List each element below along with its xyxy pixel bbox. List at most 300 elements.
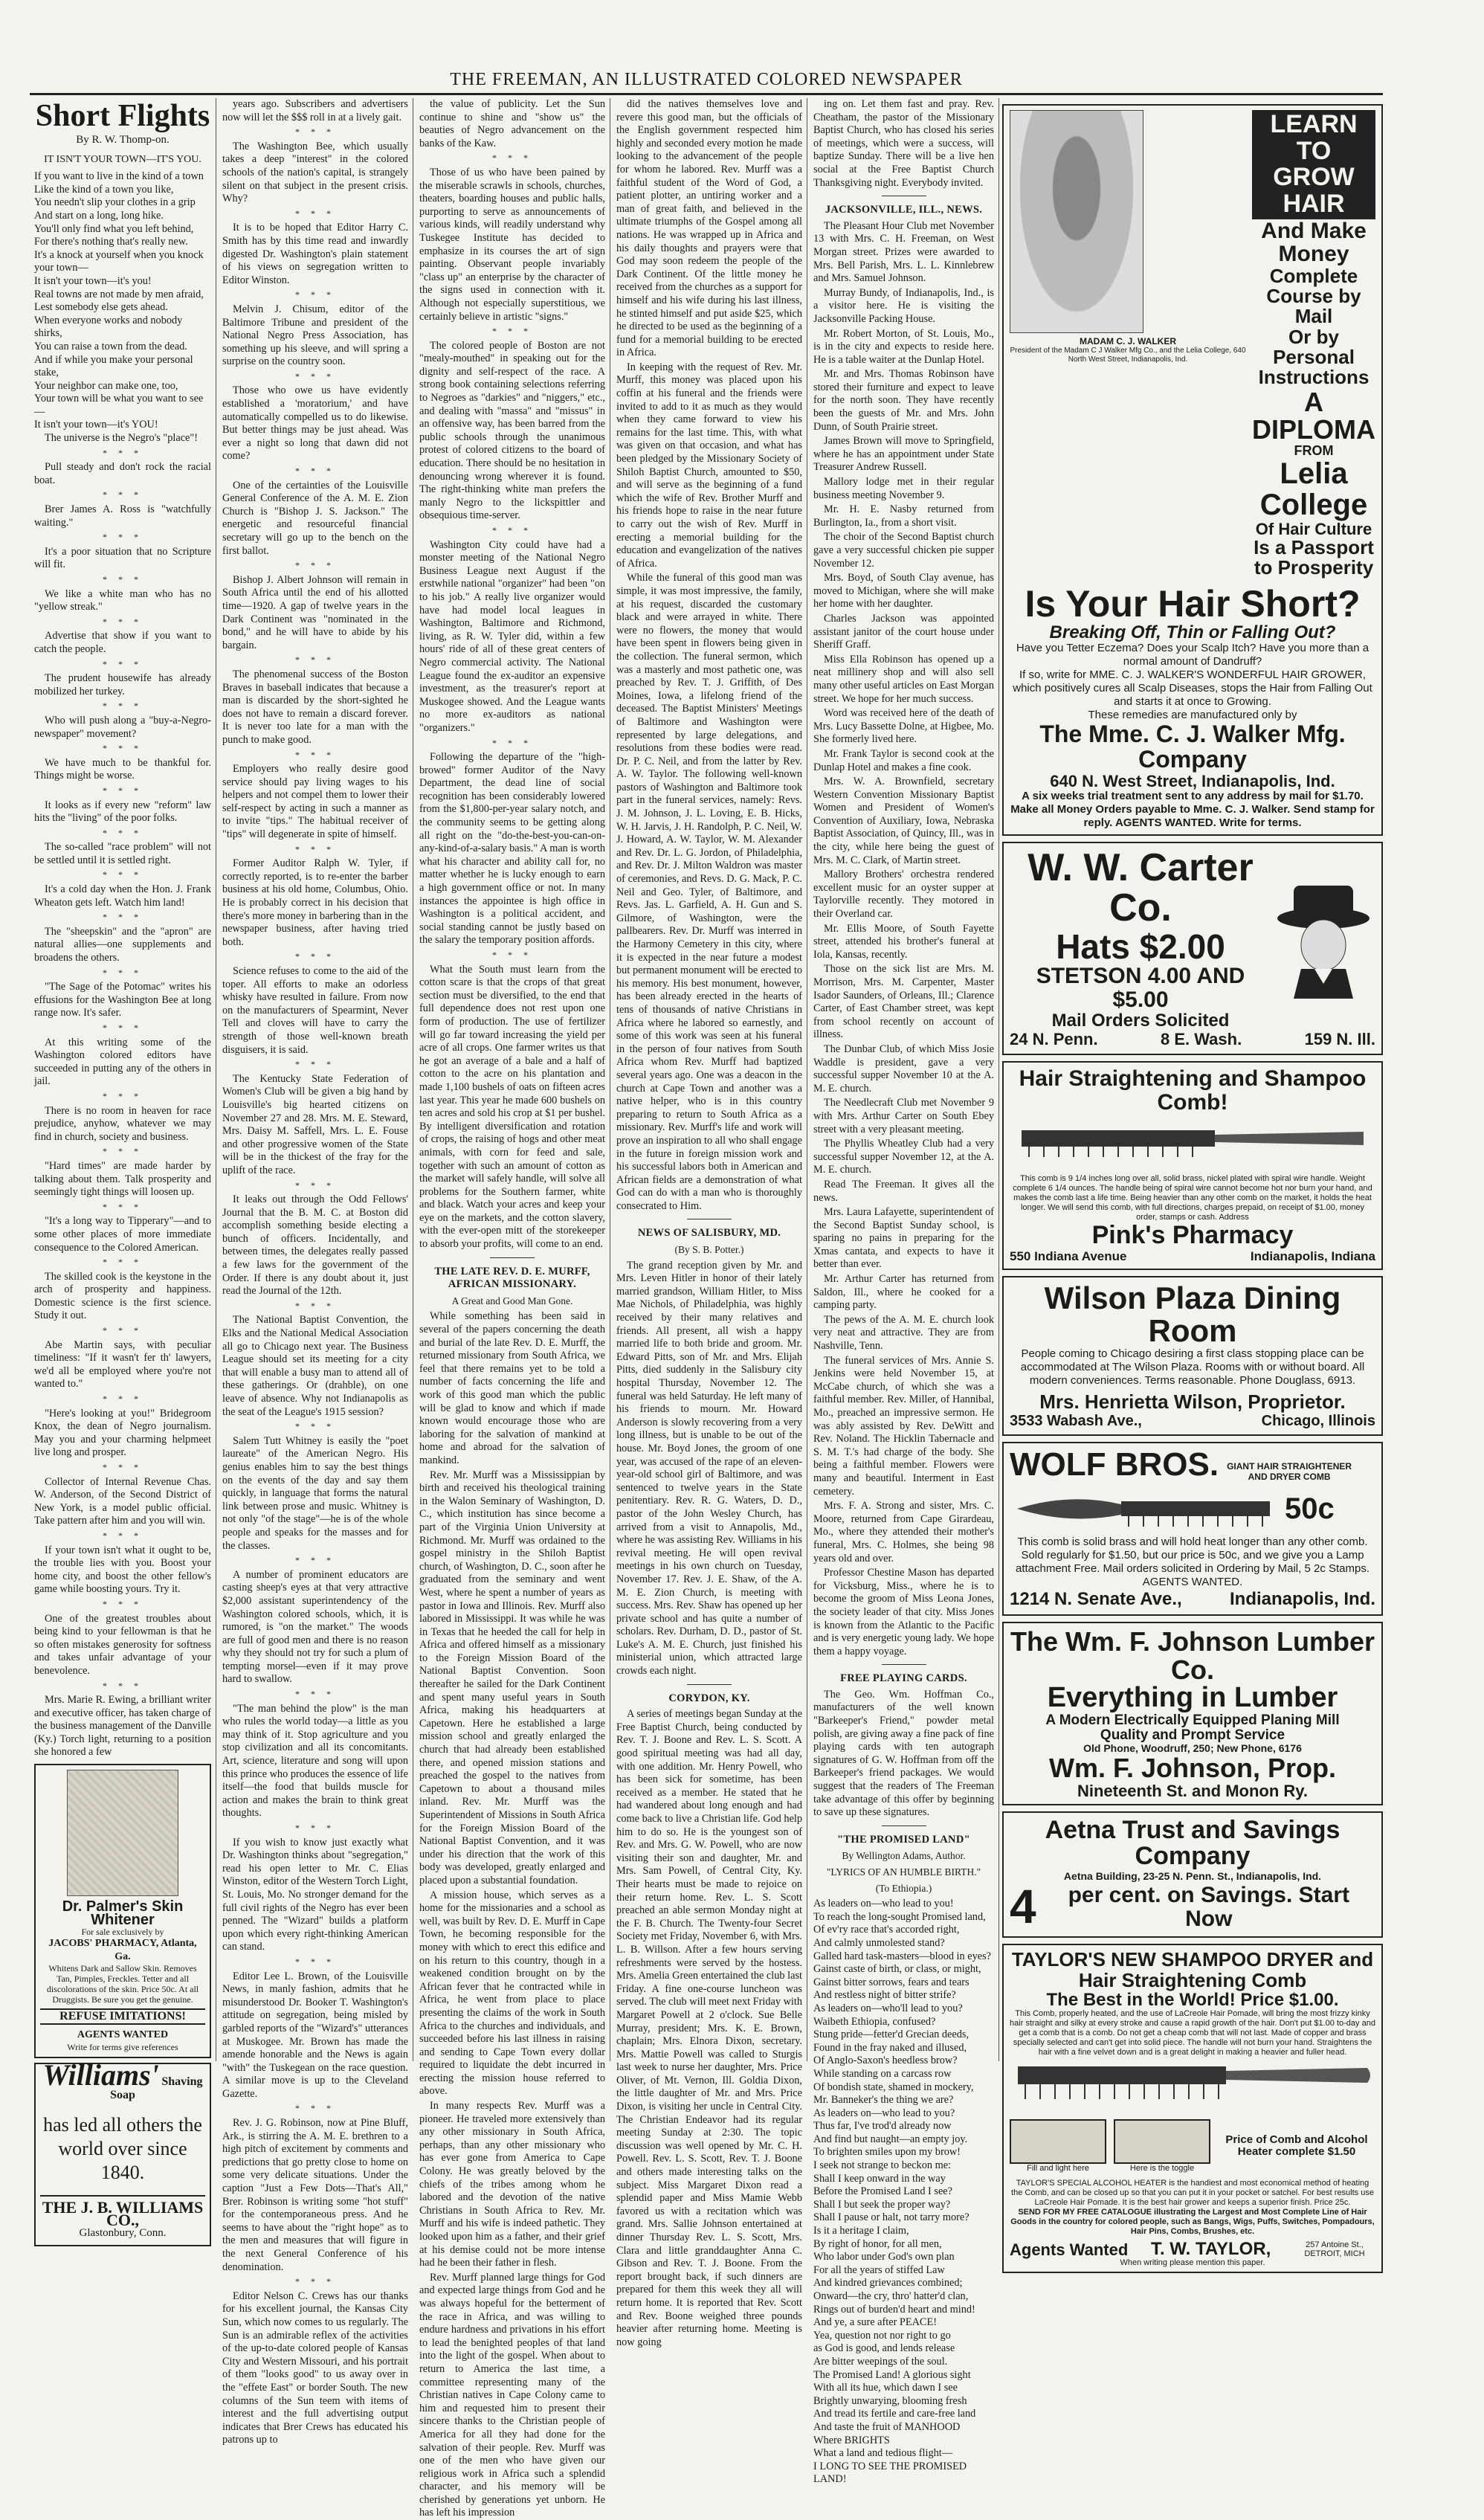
product-image: [67, 1770, 178, 1896]
separator-stars: * * *: [295, 126, 335, 138]
ad-pinks-pharmacy: [1002, 1061, 1383, 1270]
ad-address: 3533 Wabash Ave.,: [1010, 1412, 1142, 1429]
poem-line: Stung pride—fetter'd Grecian deeds,: [813, 2028, 970, 2041]
article-subheading: (By S. B. Potter.): [674, 1244, 744, 1256]
ad-address: 550 Indiana Avenue: [1010, 1249, 1127, 1264]
ad-line: And Make Money: [1261, 218, 1367, 267]
ad-line: STETSON 4.00 AND $5.00: [1036, 964, 1245, 1012]
poem-line: Like the kind of a town you like,: [34, 183, 174, 196]
paragraph-list: [616, 98, 802, 1213]
article-body: [813, 220, 994, 1659]
paragraph: Abe Martin says, with peculiar timeliness: "If it wasn't fer th' lawyers, we'd all be employed where you're not wanted to.": [34, 1338, 211, 1390]
ad-wolf-bros: [1002, 1442, 1383, 1616]
separator-stars: * * *: [103, 784, 143, 796]
ad-line: Is a Passport to Prosperity: [1254, 536, 1374, 579]
poem-line: Waibeth Ethiopia, confused?: [813, 2015, 936, 2028]
paragraph-list: [34, 432, 211, 1759]
paragraph: Following the departure of the "high-browed" former Auditor of the Navy Department, the dead line of social recognition has been considerably lowered from the $1,800-per-year salary notch, and the community seems to be getting along all right on the "do-the-best-you-can-on-any-kind-of-a-salary basis." A man is worth what his character and ability call for, no matter whether he is lucky enough to earn a high government office or not. In many instances the appointee is high office in Washington is a political accident, and social standing cannot be justly based on the salary the temporary position affords.: [419, 751, 605, 947]
column-news: [612, 98, 807, 2348]
paragraph: Washington City could have had a monster meeting of the National Negro Business League next August if the erstwhile national "organizer" had been "on to his job." A really live organizer would have had model local leagues in Washington, Baltimore and Richmond, living, as R. W. Tyler did, within a few hours' ride of all of these great centers of Negro commercial activity. The National League found the ex-auditor an expensive investment, as the treasurer's report at Muskogee showed. And the League wants no more ex-auditors as national "organizers.": [419, 538, 605, 734]
paragraph: Advertise that show if you want to catch the people.: [34, 630, 211, 655]
paragraph: The pews of the A. M. E. church look very neat and attractive. They are from Nashville, Tenn.: [813, 1313, 994, 1353]
poem-line: You needn't slip your clothes in a grip: [34, 196, 196, 209]
poem-line: For all the years of stiffed Law: [813, 2263, 945, 2276]
article-heading: JACKSONVILLE, ILL., NEWS.: [825, 204, 983, 216]
ad-line: Or by Personal Instructions: [1258, 325, 1370, 389]
ad-heading: LEARN TO GROW HAIR: [1252, 110, 1375, 219]
poem-line: When everyone works and nobody shirks,: [34, 314, 183, 340]
comb-illustration: [1010, 1486, 1277, 1531]
separator-stars: * * *: [103, 912, 143, 923]
poem-line: While standing on a carcass row: [813, 2067, 952, 2080]
poem-line: Yea, question not nor right to go: [813, 2329, 951, 2342]
separator-stars: * * *: [295, 951, 335, 962]
poem-line: Before the Promised Land I see?: [813, 2185, 952, 2198]
paragraph: Mrs. Boyd, of South Clay avenue, has moved to Michigan, where she will make her home with her daughter.: [813, 572, 994, 610]
paragraph: Rev. Murff planned large things for God and expected large things from God and he was always hopeful for the betterment of the race in Africa, and was willing to endure hardness and privations in his effort to lead the benighted peoples of that land into the light of the gospel. When about to return to America the last time, a committee representing many of the Christian natives in Cape Colony came to him and requested him to present their sincere thanks to the Christian people of America for all they had done for the salvation of their people. Rev. Murff was one of the men who have given our religious work in Africa such a splendid character, and his memory will be cherished by generations yet unborn. He has left his impression: [419, 2271, 605, 2519]
poem-line: Of Anglo-Saxon's heedless brow?: [813, 2055, 958, 2067]
separator-stars: * * *: [103, 1090, 143, 1101]
poem-line: Your neighbor can make one, too,: [34, 379, 178, 392]
paragraph: While the funeral of this good man was simple, it was most impressive, the family, at his request, discarded the customary black and were arrayed in white. There were no flowers, the money that would have been spent in flowers being given in the collection. The funeral sermon, which was a masterly and most pathetic one, was preached by Rev. T. J. Griffith, of Des Moines, Iowa, a lifelong friend of the deceased. The Baptist Ministers' Meetings of Baltimore and Washington were represented by large delegations, and resolutions from these bodies were read. Dr. P. C. Neil, and from the latter by Rev. A. W. Taylor. The following well-known pastors of Washington and Baltimore took part in the funeral services, namely: Revs. J. M. Johnson, J. L. Loving, E. B. Hicks, W. H. Jarvis, J. H. Randolph, P. C. Neil, W. J. Howard, A. W. Taylor, W. M. Alexander and Rev. Dr. L. G. Jordon, of Philadelphia, and Rev. Dr. J. Milton Waldron was master of ceremonies, and Revs. D. G. Mack, P. C. Neil and Geo. Tyler, of Baltimore, and Revs. Jas. L. Garfield, A. H. Gun and S. Gilmore, of Washington, were the pallbearers. Rev. Dr. Murff was interred in the Harmony Cemetery in this city, where it is expected in the near future a modest but permanent monument will be erected to his memory. His best monument, however, has been already erected in the hearts of tens of thousands of native Christians in Africa where he labored so earnestly, and some of this work was seen at his funeral in the person of four natives from South Africa whom Rev. Murff had baptized several years ago. One was a deacon in the church at Cape Town and another was a native helper, who is in this country preparing to return to South Africa as a missionary. Rev. Murff's life and work will prove an inspiration to all who shall engage in the future in foreign mission work and his successful labors both in American and African fields are a demonstration of what God can do with a man who is thoroughly consecrated to Him.: [616, 572, 802, 1212]
paragraph: Editor Lee L. Brown, of the Louisville News, in manly fashion, admits that he misunderstood Dr. Booker T. Washington's attitude on segregation, being misled by garbled reports of the "Wizard's" utterances at Muskogee. Mr. Brown has made the amende honorable and the News is again "with" the Tuskegean on the race question. A similar move is up to the Cleveland Gazette.: [222, 1970, 408, 2100]
ad-taylor: [1002, 1944, 1383, 2273]
ad-rate: 4: [1010, 1880, 1036, 1934]
comb-illustration: [1014, 1120, 1371, 1164]
caption: Fill and light here: [1027, 2163, 1089, 2173]
poem-line: For there's nothing that's really new.: [34, 236, 188, 248]
poem-line: And start on a long, long hike.: [34, 209, 164, 222]
paragraph: One of the certainties of the Louisville General Conference of the A. M. E. Zion Church is "Bishop J. S. Jackson." The energetic and resourceful financial secretary will go up to the bench on the first ballot.: [222, 479, 408, 557]
separator-stars: * * *: [492, 326, 532, 337]
paragraph: Mr. and Mrs. Thomas Robinson have stored their furniture and expect to leave for the north soon. They have recently been the guests of Mr. and Mrs. John Dunn, of South Prairie street.: [813, 368, 994, 433]
poem-line: Thus far, I've trod'd already now: [813, 2120, 952, 2133]
paragraph: Bishop J. Albert Johnson will remain in South Africa until the end of his allotted time—1920. A gap of twelve years in the Dark Continent was "nominated in the bond," and he will have to abide by his bargain.: [222, 573, 408, 651]
divider: [882, 1825, 926, 1826]
separator-stars: * * *: [295, 1823, 335, 1833]
ad-heading: Dr. Palmer's Skin Whitener: [62, 1898, 184, 1928]
ad-line: For sale exclusively by: [81, 1927, 164, 1938]
paragraph: Professor Chestine Mason has departed for Vicksburg, Miss., where he is to become the groom of Miss Leona Jones, the society leader of that city. Miss Jones is known from the Atlantic to the Pacific and is very energetic young lady. We hope them a happy voyage.: [813, 1567, 994, 1657]
separator-stars: * * *: [295, 2103, 335, 2114]
paragraph: A mission house, which serves as a home for the missionaries and a school as well, was built by Rev. D. E. Murff in Cape Town, he becoming responsible for the money with which to erect this edifice and on his return to this country, though in a weakened condition brought on by the African fever that he contracted while in Africa, he went from place to place presenting the claims of the work in South Africa to the churches and individuals, and succeeded before his last illness in raising and sending to Cape Town every dollar required to liquidate the debt incurred in erecting the mission house referred to above.: [419, 1889, 605, 2098]
paragraph: If you wish to know just exactly what Dr. Washington thinks about "segregation," read his open letter to Mr. C. Elias Winston, editor of the Western Torch Light, St. Louis, Mo. No stronger demand for the full civil rights of the Negro has ever been penned. The "Wizard" builds a platform upon which every right-thinking American can stand.: [222, 1836, 408, 1953]
ad-line: Mail Orders Solicited: [1051, 1011, 1230, 1031]
separator-stars: * * *: [295, 370, 335, 381]
paragraph: The prudent housewife has already mobilized her turkey.: [34, 672, 211, 697]
poem-line: as God is good, and lends release: [813, 2342, 955, 2355]
ad-address: Aetna Building, 23-25 N. Penn. St., Indianapolis, Ind.: [1063, 1870, 1322, 1883]
paragraph: Collector of Internal Revenue Chas. W. Anderson, of the Second District of New York, is a model public official. Take pattern after him and you will win.: [34, 1475, 211, 1527]
paragraph: the value of publicity. Let the Sun continue to shine and "show us" the beauties of Negro advancement on the banks of the Kaw.: [419, 98, 605, 149]
article-heading: CORYDON, KY.: [668, 1692, 750, 1704]
poem-line: It isn't your town—it's you!: [34, 274, 152, 287]
article-subheading: A Great and Good Man Gone.: [451, 1295, 573, 1306]
paragraph: The "sheepskin" and the "apron" are natural allies—one supplements and broadens the others.: [34, 925, 211, 964]
paragraph: years ago. Subscribers and advertisers now will let the $$$ roll in at a lively gait.: [222, 98, 408, 123]
paragraph: "The Sage of the Potomac" writes his effusions for the Washington Bee at long range now. It's safer.: [34, 981, 211, 1019]
poem-line: Gainst caste of birth, or class, or might,: [813, 1963, 981, 1976]
separator-stars: * * *: [103, 1325, 143, 1336]
poem-line: With all its hue, which dawn I see: [813, 2382, 958, 2394]
separator-stars: * * *: [492, 152, 532, 164]
ad-tagline: has led all others the world over since 1840.: [43, 2113, 202, 2183]
poem-line: And ye, a sure after PEACE!: [813, 2316, 937, 2329]
ad-price: 50c: [1285, 1492, 1335, 1525]
ad-city: Indianapolis, Indiana: [1250, 1249, 1375, 1264]
paragraph: While something has been said in several of the papers concerning the death and burial of the late Rev. D. E. Murff, the returned missionary from South Africa, we feel that there remains yet to be told a number of facts concerning the life and work of this good man which the public will be glad to know and which if made known would encourage those who are laboring for the salvation of mankind at home and abroad for the salvation of mankind.: [419, 1310, 605, 1466]
ad-heading: WOLF BROS.: [1010, 1446, 1219, 1483]
ad-johnson-lumber: [1002, 1622, 1383, 1805]
poem-line: Of bondish state, shamed in mockery,: [813, 2081, 974, 2093]
separator-stars: * * *: [295, 1956, 335, 1967]
paragraph: Murray Bundy, of Indianapolis, Ind., is a visitor here. He is visiting the Jacksonville Packing House.: [813, 286, 994, 325]
paragraph: Miss Ella Robinson has opened up a neat millinery shop and will also sell many other useful articles on East Morgan street. We hope for her much success.: [813, 653, 994, 705]
ad-line: Agents Wanted: [1010, 2240, 1129, 2260]
paragraph-list: [419, 98, 605, 1251]
poem-line: Onward—the cry, thro' hatter'd clan,: [813, 2290, 969, 2302]
paragraph: The colored people of Boston are not "mealy-mouthed" in speaking out for the dignity and self-respect of the race. A strong book containing selections referring to Negroes as "darkies" and "niggers," etc., and dealing with "massa" and "missus" in an offensive way, has been barred from the public schools through the unanimous protest of colored citizens to the board of education. There should be no hesitation in denouncing wrong wherever it is found. The right-thinking white man prefers the manly Negro to the lickspittler and obsequious time-server.: [419, 339, 605, 522]
paragraph: There is no room in heaven for race prejudice, anyhow, whatever we may find in church, society and business.: [34, 1104, 211, 1143]
ad-line: Of Hair Culture: [1255, 520, 1372, 539]
poem-line: Your town will be what you want to see—: [34, 393, 204, 418]
article-body: [616, 1708, 802, 2349]
ad-line: Quality and Prompt Service: [1100, 1727, 1285, 1744]
poem-line: And restless night of bitter strife?: [813, 1989, 956, 2002]
paragraph: Word was received here of the death of Mrs. Lucy Bassette Dolne, at Higbee, Mo. She formerly lived here.: [813, 707, 994, 746]
paragraph: It's a cold day when the Hon. J. Frank Wheaton gets left. Watch him land!: [34, 883, 211, 909]
ad-body: Whitens Dark and Sallow Skin. Removes Tan, Pimples, Freckles. Tetter and all discolorations of the skin. Price 50c. At all Druggists. Be sure you get the genuine.: [46, 1963, 199, 2005]
poem-line: Brightly unwarying, blooming fresh: [813, 2394, 967, 2407]
separator-stars: * * *: [492, 525, 532, 535]
paragraph: Mrs. Marie R. Ewing, a brilliant writer and executive officer, has taken charge of the business management of the Danville (Ky.) Torch light, returning to a position she honored a few: [34, 1694, 211, 1759]
poem-title: IT ISN'T YOUR TOWN—IT'S YOU.: [44, 153, 201, 165]
separator-stars: * * *: [295, 1059, 335, 1070]
paragraph: Mr. Ellis Moore, of South Fayette street, attended his brother's funeral at Iola, Kansas, recently.: [813, 922, 994, 961]
poem-title: "THE PROMISED LAND": [837, 1833, 970, 1846]
paragraph: It looks as if every new "reform" law hits the "living" of the poor folks.: [34, 799, 211, 825]
poem-line: Found in the fray naked and illused,: [813, 2041, 967, 2054]
poem-line: Lest somebody else gets ahead.: [34, 301, 168, 314]
paragraph: It leaks out through the Odd Fellows' Journal that the B. M. C. at Boston did accomplish something beside electing a bunch of officers. Incidentally, and between times, the delegates really passed a few laws for the government of the Order. If there is any doubt about it, just read the Journal of the 12th.: [222, 1193, 408, 1298]
ad-body: This Comb, properly heated, and the use of LaCreole Hair Pomade, will bring the most frizzy kinky hair straight and silky at every stroke and cause a rapid growth of the hair. Don't put $1.00 to-day and get a comb that is a comb. Do not get a cheap comb that will not last. Made of copper and brass specially selected and can't get into solid piece. The handle will not burn your hand. Straightens the hair with a fine velvet down and is a great delight in making a heavier and fuller head.: [1010, 2008, 1375, 2057]
separator-stars: * * *: [295, 1689, 335, 1700]
paragraph: We like a white man who has no "yellow streak.": [34, 587, 211, 613]
poem-line: It isn't your town—it's YOU!: [34, 419, 158, 431]
ad-subheading: GIANT HAIR STRAIGHTENER AND DRYER COMB: [1227, 1460, 1352, 1482]
paragraph: Mr. Robert Morton, of St. Louis, Mo., is in the city and expects to reside here. He is a table waiter at the Dunlap Hotel.: [813, 327, 994, 366]
ad-agents: AGENTS WANTED: [77, 2029, 169, 2041]
paragraph: Those of us who have been pained by the miserable scrawls in schools, churches, theaters, boarding houses and public halls, purporting to serve as announcements of various kinds, will readily understand why Tuskegee Institute has decided to emphasize in its courses the art of sign painting. Observant people invariably "class up" an enterprise by the character of the signs used in connection with it. Although not especially superstitious, we certainly believe in artistic "signs.": [419, 166, 605, 323]
paragraph: It is to be hoped that Editor Harry C. Smith has by this time read and inwardly digested Dr. Washington's plain statement of his views on segregation written to Editor Winston.: [222, 222, 408, 286]
paragraph: The Kentucky State Federation of Women's Club will be given a big hand by Louisville's big hearted citizens on November 27 and 28. Mrs. M. E. Steward, Mrs. Daisy M. Saffell, Mrs. L. E. Fouse and other progressive women of the State will be in the thickest of the fray for the uplift of the race.: [222, 1072, 408, 1176]
poem-line: Shall I pause or halt, not tarry more?: [813, 2211, 970, 2224]
ad-aetna-trust: [1002, 1811, 1383, 1939]
paragraph: Those who owe us have evidently established a 'moratorium,' and have automatically compelled us to do likewise. But better things may be just ahead. Was ever a night so long that dawn did not come?: [222, 384, 408, 463]
poem-line: You can raise a town from the dead.: [34, 340, 187, 352]
paragraph: "The man behind the plow" is the man who rules the world today—a little as you may think of it. Stop agriculture and you stop civilization and all its concomitants. Art, science, literature and song will upon this prince who produces the essence of life itself—the food that builds muscle for action and makes the brain to think great thoughts.: [222, 1702, 408, 1820]
paragraph: Pull steady and don't rock the racial boat.: [34, 461, 211, 486]
ad-agents-sub: Write for terms give references: [67, 2041, 178, 2052]
poem-line: It's a knock at yourself when you knock your town—: [34, 248, 204, 274]
separator-stars: * * *: [103, 1022, 143, 1033]
poem-line: I seek not strange to beckon me:: [813, 2159, 952, 2172]
photo-caption: MADAM C. J. WALKER: [1080, 336, 1176, 347]
ad-body: A six weeks trial treatment sent to any address by mail for $1.70. Make all Money Orders payable to Mme. C. J. Walker. Send stamp for reply. AGENTS WANTED. Write for terms.: [1010, 789, 1375, 829]
ad-address: Nineteenth St. and Monon Ry.: [1077, 1781, 1309, 1800]
ad-heading: W. W. Carter Co.: [1027, 845, 1254, 930]
ad-line: A DIPLOMA: [1252, 386, 1376, 445]
separator-stars: * * *: [295, 654, 335, 666]
separator-stars: * * *: [103, 574, 143, 584]
paragraph-list: [813, 98, 994, 190]
separator-stars: * * *: [103, 1530, 143, 1541]
ad-location: Glastonbury, Conn.: [79, 2227, 167, 2239]
poem-line: By right of honor, for all men,: [813, 2237, 942, 2250]
paragraph: The grand reception given by Mr. and Mrs. Leven Hitler in honor of their lately married grandson, William Hitler, to Miss Mae Nichols, of Philadelphia, was highly received by their many relatives and friends. All present, all wish a happy married life to both bride and groom. Mr. Edward Pitts, son of Mr. and Mrs. Elijah Pitts, died suddenly in the Salisbury city hospital Thursday, November 12. The funeral was held Saturday. He left many of his friends to mourn. Mr. Howard Anderson is slowly recovering from a very long illness, but is unable to be out of the house. Mr. Boyd Jones, the groom of one year, was accused of the rape of an eleven-year-old school girl of Baltimore, and was sentenced to twelve years in the State penitentiary. Rev. R. G. Waters, D. D., pastor of the John Wesley Church, has arrived from a visit to Annapolis, Md., where he was assisting Rev. Williams in his revival meeting. He will open revival meetings in his own church on Tuesday, November 17. Rev. J. E. Shaw, of the A. M. E. Zion Church, is meeting with success. Mrs. Rev. Shaw has opened up her private school and has quite a number of scholars. Rev. Durham, D. D., pastor of St. Luke's A. M. E. Church, just finished his ministerial union, which attracted large crowds each night.: [616, 1259, 802, 1678]
ad-address: 24 N. Penn.: [1010, 1030, 1098, 1049]
separator-stars: * * *: [103, 869, 143, 880]
ad-address: 640 N. West Street, Indianapolis, Ind.: [1050, 771, 1335, 790]
paragraph: Those on the sick list are Mrs. M. Morrison, Mrs. M. Carpenter, Master Isador Saunders, of Orleans, Ill.; Clarence Carter, of East Chamber street, was kept from school recently on account of illness.: [813, 963, 994, 1041]
ad-line: FROM: [1294, 443, 1334, 459]
ad-subheadline: Breaking Off, Thin or Falling Out?: [1049, 622, 1336, 643]
poem-line: Where BRIGHTS: [813, 2434, 890, 2446]
separator-stars: * * *: [103, 827, 143, 838]
separator-stars: * * *: [103, 1393, 143, 1405]
ad-proprietor: Mrs. Henrietta Wilson, Proprietor.: [1039, 1390, 1346, 1414]
poem-line: Galled hard task-masters—blood in eyes?: [813, 1950, 992, 1962]
caption: Here is the toggle: [1129, 2163, 1195, 2173]
paragraph: In many respects Rev. Murff was a pioneer. He traveled more extensively than any other missionary in South Africa, perhaps, than any other missionary who has ever gone from America to Cape Colony. He was greatly beloved by the chiefs of the tribes among whom he labored and the devotion of the native Christians in South Africa to Rev. Mr. Murff and his wife is indeed pathetic. They looked upon him as a father, and their grief at his demise could not be more intense had he been their father in flesh.: [419, 2100, 605, 2269]
divider: [687, 1684, 732, 1685]
ad-body: This comb is 9 1/4 inches long over all, solid brass, nickel plated with spiral wire handle. Weight complete 6 1/4 ounces. The handle being of spiral wire cannot become hot nor burn your hand, and makes the comb last a life time. Being heavier than any other comb on the market, it holds the heat longer. We will send this comb, with full directions, charges prepaid, on receipt of $1.00, money order, stamps or cash. Address: [1013, 1174, 1372, 1222]
poem-line: And find but naught—an empty joy.: [813, 2133, 968, 2145]
paragraph: Charles Jackson was appointed assistant janitor of the court house under Sheriff Graff.: [813, 612, 994, 651]
ad-heading: Aetna Trust and Savings Company: [1045, 1815, 1341, 1871]
separator-stars: * * *: [103, 489, 143, 500]
paragraph: The skilled cook is the keystone in the arch of prosperity and happiness. Domestic science is the first science. Study it out.: [34, 1270, 211, 1322]
poem-line: Shall I but seek the proper way?: [813, 2198, 951, 2211]
ad-refuse: REFUSE IMITATIONS!: [40, 2008, 205, 2025]
poem-dedication: (To Ethiopia.): [875, 1882, 932, 1894]
paragraph: What the South must learn from the cotton scare is that the crops of that great section must be diversified, to the end that full dependence does not rest upon one form of production. The use of fertilizer will go far toward increasing the yield per acre of all crops. One farmer writes us that he got an average of a bale and a half of cotton to the acre on his plantation and made 1,100 bushels of oats on fifteen acres last year. This year he made 600 bushels on ten acres and sold his crop at $1 per bushel. By intelligent diversification and rotation of crops, the raising of hogs and other meat animals, with corn for feed and sale, together with such an amount of cotton as the market will safely handle, will solve all problems for the Southern farmer, white and black. Watch your acres and keep your eye on the markets, and the cotton slavery, with the ever-open mitt of the storekeeper to absorb your profits, will come to an end.: [419, 963, 605, 1251]
separator-stars: * * *: [295, 207, 335, 219]
heater-illustration: [1010, 2119, 1106, 2164]
ad-heading: Wilson Plaza Dining Room: [1044, 1280, 1341, 1349]
ad-williams-shaving-soap: [34, 2057, 211, 2246]
column-editorials: [218, 98, 413, 2446]
paragraph: One of the greatest troubles about being kind to your fellowman is that he so often mistakes generosity for softness and takes unfair advantage of your benevolence.: [34, 1612, 211, 1677]
paragraph: A number of prominent educators are casting sheep's eyes at that very attractive $2,000 assistant superintendency of the Washington colored schools, which, it is rumored, is "on the market." The woods are full of good men and there is no reason why they should not try for such a plum of tempting morsel—even if it may prove hard to swallow.: [222, 1568, 408, 1686]
separator-stars: * * *: [103, 1680, 143, 1691]
paragraph: Rev. Mr. Murff was a Mississippian by birth and received his theological training in the Walon Seminary of Washington, D. C., which institution has since become a part of the Virginia Union University at Richmond. Mr. Murff was ordained to the gospel ministry in the Shiloh Baptist church, of Washington, D. C., soon after he graduated from the seminary and went West, where he spent a number of years as pastor in Iowa and Illinois. Rev. Murff also labored in Mississippi. It was while he was in Texas that he heeded the call for help in Africa and offered himself as a missionary to the Foreign Mission Board of the National Baptist Convention. Soon thereafter he sailed for the Dark Continent and spent many useful years in South Africa, making his headquarters at Capetown. Here he established a large mission school and greatly enlarged the church that had already been established there, and opened mission stations and preached the gospel to the natives from Capetown to about a thousand miles inland. Rev. Mr. Murff was the Superintendent of Missions in South Africa for the Foreign Mission Board of the National Baptist Convention, and it was under his direction that the work of this body was developed, greatly enlarged and placed upon a substantial foundation.: [419, 1469, 605, 1886]
poem-line: Of ev'ry race that's accorded right,: [813, 1924, 960, 1936]
separator-stars: * * *: [492, 737, 532, 748]
hat-man-illustration: [1271, 880, 1375, 999]
comb-illustration: [1010, 2057, 1375, 2110]
poem-line: And if while you make your personal stake,: [34, 353, 193, 379]
section-title: Short Flights: [35, 99, 210, 133]
paragraph: The funeral services of Mrs. Annie S. Jenkins were held November 15, at McCabe church, of which she was a faithful member. Rev. Miller, of Hannibal, Mo., preached an impressive sermon. He was ably assisted by Rev. DeWitt and Rev. Noland. The Hicklin Tabernacle and S. M. T.'s had charge of the body. She being a faithful member. Flowers were many and beautiful. Interment in East cemetery.: [813, 1354, 994, 1498]
paragraph: Mrs. W. A. Brownfield, secretary Western Convention Missionary Baptist Women and President of Women's Convention of Auxiliary, Iowa, Nebraska Baptist Association, of Quincy, Ill., was in the city, while here being the guest of Mrs. M. C. Clark, of Martin street.: [813, 776, 994, 866]
ad-city: Indianapolis, Ind.: [1229, 1588, 1375, 1609]
ad-subheading: Everything in Lumber: [1047, 1682, 1338, 1714]
separator-stars: * * *: [103, 616, 143, 627]
paragraph: Former Auditor Ralph W. Tyler, if correctly reported, is to re-enter the barber business at his old home, Columbus, Ohio. He is probably correct in his decision that there's more money in barbering than in the newspaper business, after having tried both.: [222, 857, 408, 948]
paragraph: Mr. Frank Taylor is second cook at the Dunlap Hotel and makes a fine cook.: [813, 747, 994, 773]
paragraph: The National Baptist Convention, the Elks and the National Medical Association all go to Chicago next year. The Business League should set its meeting for a city that will enable a busy man to attend all of these gatherings. Or (drahble), on one leave of absence. Why not Indianapolis as the seat of the League's 1915 session?: [222, 1314, 408, 1418]
paragraph: "Here's looking at you!" Bridegroom Knox, the dean of Negro journalism. May you and your charming helpmeet live long and prosper.: [34, 1407, 211, 1459]
poem-line: If you want to live in the kind of a town: [34, 170, 204, 183]
ad-line: per cent. on Savings. Start Now: [1068, 1883, 1350, 1931]
paragraph: Mallory Brothers' orchestra rendered excellent music for an oyster supper at Taylorville recently. They motored in their Overland car.: [813, 869, 994, 921]
article-body: [419, 1310, 605, 2520]
paragraph: Mr. H. E. Nasby returned from Burlington, Ia., from a short visit.: [813, 503, 994, 529]
separator-stars: * * *: [295, 1179, 335, 1190]
ad-line: A Modern Electrically Equipped Planing Mill: [1045, 1712, 1340, 1729]
ad-company: The Mme. C. J. Walker Mfg. Company: [1039, 721, 1346, 773]
paragraph: James Brown will move to Springfield, where he has an appointment under State Treasurer Andrew Russell.: [813, 435, 994, 474]
separator-stars: * * *: [103, 532, 143, 543]
paragraph: We have much to be thankful for. Things might be worse.: [34, 756, 211, 782]
paragraph: Employers who really desire good service should pay living wages to his helpers and not compel them to lower their self-respect by acting in such a manner as to invite "tips." The habitual receiver of "tips" will degenerate in spite of himself.: [222, 763, 408, 841]
heater-illustration: [1114, 2119, 1210, 2164]
ad-company: T. W. TAYLOR,: [1150, 2238, 1271, 2259]
poem-line: Rings out of burden'd heart and mind!: [813, 2303, 975, 2316]
ad-address: 8 E. Wash.: [1160, 1030, 1242, 1049]
separator-stars: * * *: [103, 1598, 143, 1609]
poem-line: Real towns are not made by men afraid,: [34, 288, 204, 300]
paragraph: "It's a long way to Tipperary"—and to some other places of more immediate consequence to the Colored American.: [34, 1215, 211, 1254]
ad-brand: Williams': [42, 2057, 159, 2092]
paragraph: Melvin J. Chisum, editor of the Baltimore Tribune and president of the National Negro Press Association, has something up his sleeve, and will spring a surprise on the country soon.: [222, 303, 408, 368]
poem-line: Shall I keep onward in the way: [813, 2172, 946, 2185]
poem-line: And taste the fruit of MANHOOD: [813, 2420, 961, 2433]
separator-stars: * * *: [295, 289, 335, 300]
paragraph: Mrs. F. A. Strong and sister, Mrs. C. Moore, returned from Cape Girardeau, Mo., where they attended their mother's funeral, Mrs. C. Holmes, she being 98 years old and over.: [813, 1500, 994, 1564]
ad-line: Lelia College: [1259, 457, 1368, 522]
ad-heading: TAYLOR'S NEW SHAMPOO DRYER and Hair Straightening Comb: [1011, 1948, 1374, 1991]
paragraph: The Pleasant Hour Club met November 13 with Mrs. C. H. Freeman, on West Morgan street. Prizes were awarded to Mrs. Bell Parish, Mrs. L. L. Kinnlebrew and Mrs. Samuel Johnson.: [813, 219, 994, 285]
ad-proprietor: Wm. F. Johnson, Prop.: [1049, 1752, 1336, 1783]
paragraph: At this writing some of the Washington colored editors have succeeded in putting any of the others in jail.: [34, 1036, 211, 1088]
article-body: [813, 1689, 994, 1820]
separator-stars: * * *: [295, 465, 335, 477]
paragraph: ing on. Let them fast and pray. Rev. Cheatham, the pastor of the Missionary Baptist Church, who has closed his series of meetings, which were a success, will baptize Sunday. There will be a live hen social at the Free Baptist Church Thanksgiving night. Everybody invited.: [813, 98, 994, 189]
separator-stars: * * *: [295, 1555, 335, 1566]
article-body: [616, 1260, 802, 1678]
separator-stars: * * *: [103, 1146, 143, 1157]
poem-line: As leaders on—who lead to you!: [813, 1898, 954, 1910]
poem-line: Mr. Banneker's the thing we are?: [813, 2094, 954, 2107]
ad-address: 257 Antoine St., DETROIT, MICH: [1304, 2240, 1365, 2259]
separator-stars: * * *: [295, 560, 335, 571]
poem-line: Who labor under God's own plan: [813, 2251, 955, 2263]
ad-city: Chicago, Illinois: [1261, 1412, 1375, 1429]
paragraph: Editor Nelson C. Crews has our thanks for his excellent journal, the Kansas City Sun, which now comes to us regularly. The Sun is an admirable reflex of the activities of the up-to-date colored people of Kansas City and Western Missouri, and his portrait of them "looks good" to us away over in the "effete East" or border South. The new columns of the Sun teem with items of interest and the full advertising output indicates that Brer Crews has educated his patrons up to: [222, 2289, 408, 2446]
poem-line: And tread its fertile and care-free land: [813, 2408, 976, 2420]
separator-stars: * * *: [103, 447, 143, 458]
ad-address: 159 N. Ill.: [1304, 1030, 1375, 1049]
paragraph: Rev. J. G. Robinson, now at Pine Bluff, Ark., is stirring the A. M. E. brethren to a high pitch of excitement by comments and predictions that go pretty close to home on some very delicate situations. Under the caption "Just a Few Dots—That's All," Brer. Robinson is writing some "hot stuff" for the contemporaneous press. And he seems to have about the "right hope" as to the men and measures that will figure in the next General Conference of his denomination.: [222, 2117, 408, 2273]
ad-company: THE J. B. WILLIAMS CO.,: [40, 2195, 205, 2227]
poem-line: Is it a heritage I claim,: [813, 2225, 909, 2237]
separator-stars: * * *: [295, 2276, 335, 2287]
ad-product: Shaving Soap: [110, 2075, 203, 2102]
poem-byline: By Wellington Adams, Author.: [842, 1850, 966, 1862]
ad-address: 1214 N. Senate Ave.,: [1010, 1588, 1182, 1609]
paragraph: Mallory lodge met in their regular business meeting November 9.: [813, 476, 994, 501]
poem-line: What a land and tedious flight—: [813, 2447, 953, 2460]
poem-line: And calmly unmolested stand?: [813, 1936, 945, 1949]
paragraph: The Geo. Wm. Hoffman Co., manufacturers of the well known "Barkeeper's Friend," powder metal polish, are giving away a fine pack of fine playing cards with ten autograph signatures of G. W. Hoffman from off the Barkeeper's friend packages. We would suggest that the readers of The Freeman take advantage of this offer by beginning to save up these signatures.: [813, 1688, 994, 1819]
separator-stars: * * *: [103, 967, 143, 978]
ad-line: Old Phone, Woodruff, 250; New Phone, 6176: [1083, 1742, 1302, 1755]
separator-stars: * * *: [103, 1257, 143, 1268]
ad-body: This comb is solid brass and will hold heat longer than any other comb. Sold regularly for $1.50, but our price is 50c, and we give you a Lamp attachment Free. Mail orders solicited in Ordering by Mail, 5 2c Stamps. AGENTS WANTED.: [1015, 1535, 1370, 1588]
paragraph: Science refuses to come to the aid of the toper. All efforts to make an odorless whisky have resulted in failure. From now on the manufacturers of Spearmint, Never Tell and cloves will have to carry the strength of those well-known breath disguisers, it is said.: [222, 965, 408, 1056]
poem-line: As leaders on—who'll lead to you?: [813, 2002, 963, 2014]
ad-body: SEND FOR MY FREE CATALOGUE illustrating the Largest and Most Complete Line of Hair Goods in the country for colored people, such as Bangs, Wigs, Puffs, Switches, Pompadours, Hair Pins, Combs, Brushes, etc.: [1010, 2207, 1375, 2236]
separator-stars: * * *: [103, 1462, 143, 1472]
ad-walker: [1002, 104, 1383, 836]
article-heading: THE LATE REV. D. E. MURFF, AFRICAN MISSIONARY.: [434, 1265, 590, 1291]
paragraph: Mrs. Laura Lafayette, superintendent of the Second Baptist Sunday school, is sparing no pains in preparing for the Xmas cantata, and expects to have it better than ever.: [813, 1206, 994, 1271]
separator-stars: * * *: [295, 843, 335, 854]
column-short-flights: [30, 98, 216, 2239]
ad-line: Complete Course by Mail: [1266, 264, 1361, 328]
ad-heading: The Wm. F. Johnson Lumber Co.: [1010, 1625, 1375, 1685]
ad-body: If so, write for MME. C. J. WALKER'S WONDERFUL HAIR GROWER, which positively cures all Scalp Diseases, stops the Hair from Falling Out and starts it at once to Growing.: [1013, 668, 1372, 709]
paragraph: The Phyllis Wheatley Club had a very successful supper November 12, at the A. M. E. church.: [813, 1138, 994, 1176]
ad-company: Pink's Pharmacy: [1091, 1221, 1294, 1250]
paragraph: did the natives themselves love and revere this good man, but the officials of the English government respected him highly and seconded every motion he made looking to the advancement of the people for whom he labored. Rev. Murff was a faithful student of the Word of God, a patient plotter, an untiring worker and a man of great faith, and believed in the ultimate triumphs of the Gospel among all nations. He was wrapped up in Africa and his daily thoughts and prayers were that God may soon redeem the people of the Dark Continent. Of the little money he received from the churches as a support for himself and his wife during his last illness, he stinted himself and put aside $25, which he directed to be used as the beginning of a fund for a memorial building to be erected in Africa.: [616, 98, 802, 359]
photo-subcaption: President of the Madam C J Walker Mfg Co., and the Lelia College, 640 North West Street, Indianapolis, Ind.: [1010, 347, 1246, 364]
ad-price: Price of Comb and Alcohol Heater complete $1.50: [1225, 2133, 1368, 2158]
paragraph: Salem Tutt Whitney is easily the "poet laureate" of the American Negro. His genius enables him to say the best things on the events of the day and say them quickly, in language that forms the natural link between prose and music. Whitney is not only "of the stage"—he is of the whole people and speaks for the masses and for the classes.: [222, 1434, 408, 1552]
paragraph: In keeping with the request of Rev. Mr. Murff, this money was placed upon his coffin at his funeral and the friends were invited to add to it as much as they would when they came forward to view his remains for the last time. This, with what was given on that occasion, and what has been pledged by the Missionary Society of Shiloh Baptist Church, amounted to $50, and will serve as the beginning of a fund which the wife of Rev. Brother Murff and his friends hope to raise in the near future to carry out the wish of Rev. Murff in erecting a memorial building for the education and evangelization of the natives of Africa.: [616, 361, 802, 570]
byline: By R. W. Thomp-on.: [76, 134, 170, 146]
article-heading: NEWS OF SALISBURY, MD.: [637, 1227, 781, 1240]
separator-stars: * * *: [295, 1300, 335, 1311]
poem-line: I LONG TO SEE THE PROMISED LAND!: [813, 2460, 967, 2486]
column-editorials-murff: [415, 98, 610, 2519]
separator-stars: * * *: [103, 1201, 143, 1212]
poem-line: As leaders on—who lead to you?: [813, 2107, 955, 2119]
paragraph: "Hard times" are made harder by talking about them. Talk prosperity and seemingly tight things will loosen up.: [34, 1159, 211, 1199]
separator-stars: * * *: [103, 658, 143, 669]
paragraph: The so-called "race problem" will not be settled until it is settled right.: [34, 841, 211, 866]
paragraph: Brer James A. Ross is "watchfully waiting.": [34, 503, 211, 529]
paragraph: The Washington Bee, which usually takes a deep "interest" in the colored schools of the nation's capital, is strangely silent on that subject in the present crisis. Why?: [222, 140, 408, 205]
ad-body: Have you Tetter Eczema? Does your Scalp Itch? Have you more than a normal amount of Dandruff?: [1016, 642, 1370, 668]
ad-wilson-plaza: [1002, 1276, 1383, 1435]
article-heading: FREE PLAYING CARDS.: [840, 1672, 967, 1685]
poem-line: And kindred grievances combined;: [813, 2277, 963, 2289]
ad-line: Hats $2.00: [1056, 927, 1225, 966]
ad-body: People coming to Chicago desiring a first class stopping place can be accommodated at The Wilson Plaza. Rooms with or without board. All modern conveniences. Terms reasonable. Phone Douglass, 6913.: [1020, 1347, 1365, 1388]
column-news-2: [809, 98, 999, 2486]
paragraph: A series of meetings began Sunday at the Free Baptist Church, being conducted by Rev. T. J. Boone and Rev. L. S. Scott. A good spiritual meeting was had all day, with one addition. Mr. Henry Powell, who has been sick for sometime, has been received as a member. He stated that he had wandered about long enough and had come back to live a Christian life. God help him to do so. He is the youngest son of Rev. and Mrs. G. W. Powell, who are now visiting their son and daughter, Mr. and Mrs. Sam Powell, of Central City, Ky. Their hearts must be made to rejoice on their return home. Rev. L. S. Scott preached an able sermon Monday night at the F. B. Church. The Twenty-four Secret Society met Friday, November 6, with Mrs. L. B. Willson. After a few hours serving refreshments were served by the hostess. Mrs. Amelia Green entertained the club last Friday. A fine one-course luncheon was served. The club will meet next Friday with Margaret Powell at 2 o'clock. Sue Belle Murray, president; Mrs. K. E. Brown, chaplain; Mrs. Elnora Dixon, secretary. Mrs. Mattie Powell was called to Sturgis last week to nurse her daughter, Mrs. Price Oliver, of Mt. Vernon, Ill. Goldia Dixon, the little daughter of Mr. and Mrs. Price Dixon, is visiting her uncle in Central City. The Christian Endeavor had its regular meeting Sunday at 2:30. The topic discussion was well opened by Mr. C. H. Powell. Rev. L. S. Scott, Rev. T. J. Boone and others made interesting talks on the subject. Miss Margaret Dixon read a splendid paper and Miss Mamie Webb favored us with a recitation which was grand. Mrs. Sallie Johnson entertained at dinner Thursday Rev. L. S. Scott, Mrs. Clara and little granddaughter Anna C. Gibson and Rev. T. J. Boone. From the report brought back, if such dinners are prepared for them this week they all will return home. It is reported that Rev. Scott and Rev. Boone weighed three pounds heavier after returning home. Meeting is now going: [616, 1708, 802, 2348]
paragraph: The universe is the Negro's "place"!: [45, 432, 198, 445]
ad-column: [1002, 104, 1383, 2268]
separator-stars: * * *: [295, 749, 335, 760]
poem-line: Are bitter weepings of the soul.: [813, 2355, 948, 2368]
paragraph: If your town isn't what it ought to be, the trouble lies with you. Boost your home city, and boost the other fellow's game while boosting yours. Try it.: [34, 1544, 211, 1596]
portrait-image: [1010, 110, 1143, 333]
ad-body: TAYLOR'S SPECIAL ALCOHOL HEATER is the handiest and most economical method of heating the Comb, and can be closed up so that you can put it in your pocket or satchel. For best results use LaCreole Hair Pomade. It is the best hair grower and keeps a superior finish. Price 25c.: [1011, 2178, 1374, 2207]
